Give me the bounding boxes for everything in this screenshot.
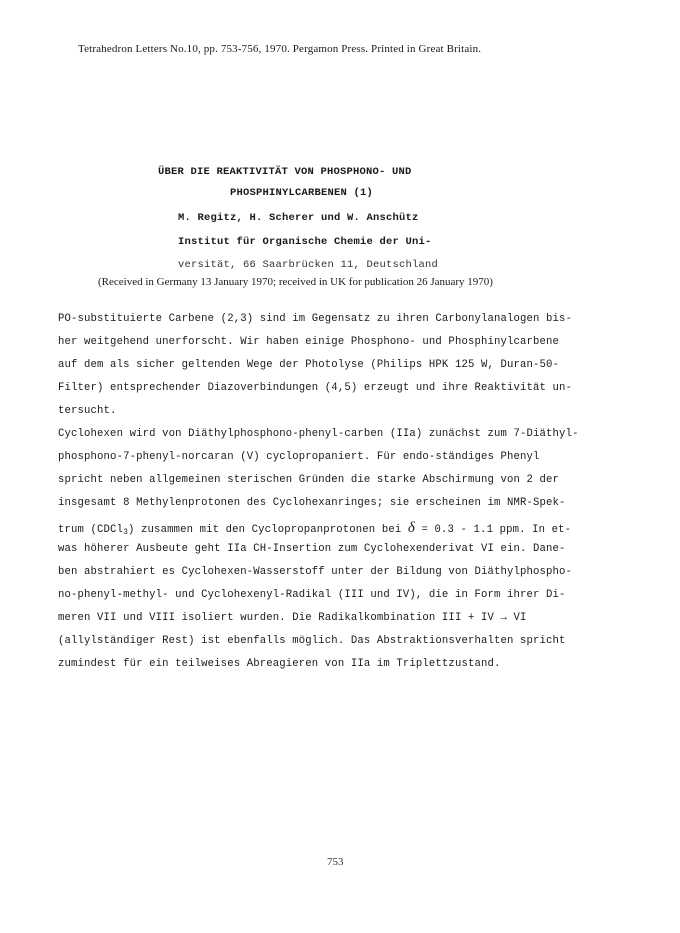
affiliation-line-2: versität, 66 Saarbrücken 11, Deutschland	[178, 259, 439, 271]
body-line: ben abstrahiert es Cyclohexen-Wasserstoff unter der Bildung von Diäthylphospho-	[58, 566, 573, 578]
nmr-line-pre: trum (CDCl	[58, 524, 124, 536]
body-line: tersucht.	[58, 405, 117, 417]
body-line: auf dem als sicher geltenden Wege der Photolyse (Philips HPK 125 W, Duran-50-	[58, 359, 560, 371]
body-line-nmr	[58, 520, 571, 537]
nmr-line-subscript: 3	[123, 528, 129, 537]
body-line: was höherer Ausbeute geht IIa CH-Insertion zum Cyclohexenderivat VI ein. Dane-	[58, 543, 566, 555]
body-line: no-phenyl-methyl- und Cyclohexenyl-Radikal (III und IV), die in Form ihrer Di-	[58, 589, 566, 601]
body-line: Cyclohexen wird von Diäthylphosphono-phenyl-carben (IIa) zunächst zum 7-Diäthyl-	[58, 428, 579, 440]
body-line: zumindest für ein teilweises Abreagieren von IIa im Triplettzustand.	[58, 658, 501, 670]
body-line: meren VII und VIII isoliert wurden. Die Radikalkombination III + IV → VI	[58, 612, 527, 624]
nmr-line-mid: ) zusammen mit den Cyclopropanprotonen bei	[128, 524, 408, 536]
body-line: Filter) entsprechender Diazoverbindungen (4,5) erzeugt und ihre Reaktivität un-	[58, 382, 573, 394]
received-dates: (Received in Germany 13 January 1970; received in UK for publication 26 January 1970)	[98, 276, 493, 288]
author-list: M. Regitz, H. Scherer und W. Anschütz	[178, 212, 419, 224]
body-line: phosphono-7-phenyl-norcaran (V) cyclopropaniert. Für endo-ständiges Phenyl	[58, 451, 540, 463]
article-title-line-1: ÜBER DIE REAKTIVITÄT VON PHOSPHONO- UND	[158, 166, 412, 178]
article-title-line-2: PHOSPHINYLCARBENEN (1)	[230, 187, 374, 199]
body-line: her weitgehend unerforscht. Wir haben einige Phosphono- und Phosphinylcarbene	[58, 336, 560, 348]
page-number: 753	[327, 856, 344, 868]
nmr-line-delta: δ	[407, 520, 415, 536]
body-line: PO-substituierte Carbene (2,3) sind im Gegensatz zu ihren Carbonylanalogen bis-	[58, 313, 573, 325]
body-line: insgesamt 8 Methylenprotonen des Cyclohexanringes; sie erscheinen im NMR-Spek-	[58, 497, 566, 509]
body-line: (allylständiger Rest) ist ebenfalls möglich. Das Abstraktionsverhalten spricht	[58, 635, 566, 647]
running-head: Tetrahedron Letters No.10, pp. 753-756, 1970. Pergamon Press. Printed in Great Britain.	[78, 43, 482, 55]
body-line: spricht neben allgemeinen sterischen Gründen die starke Abschirmung von 2 der	[58, 474, 560, 486]
nmr-line-post: = 0.3 - 1.1 ppm. In et-	[414, 524, 572, 536]
affiliation-line-1: Institut für Organische Chemie der Uni-	[178, 236, 432, 248]
